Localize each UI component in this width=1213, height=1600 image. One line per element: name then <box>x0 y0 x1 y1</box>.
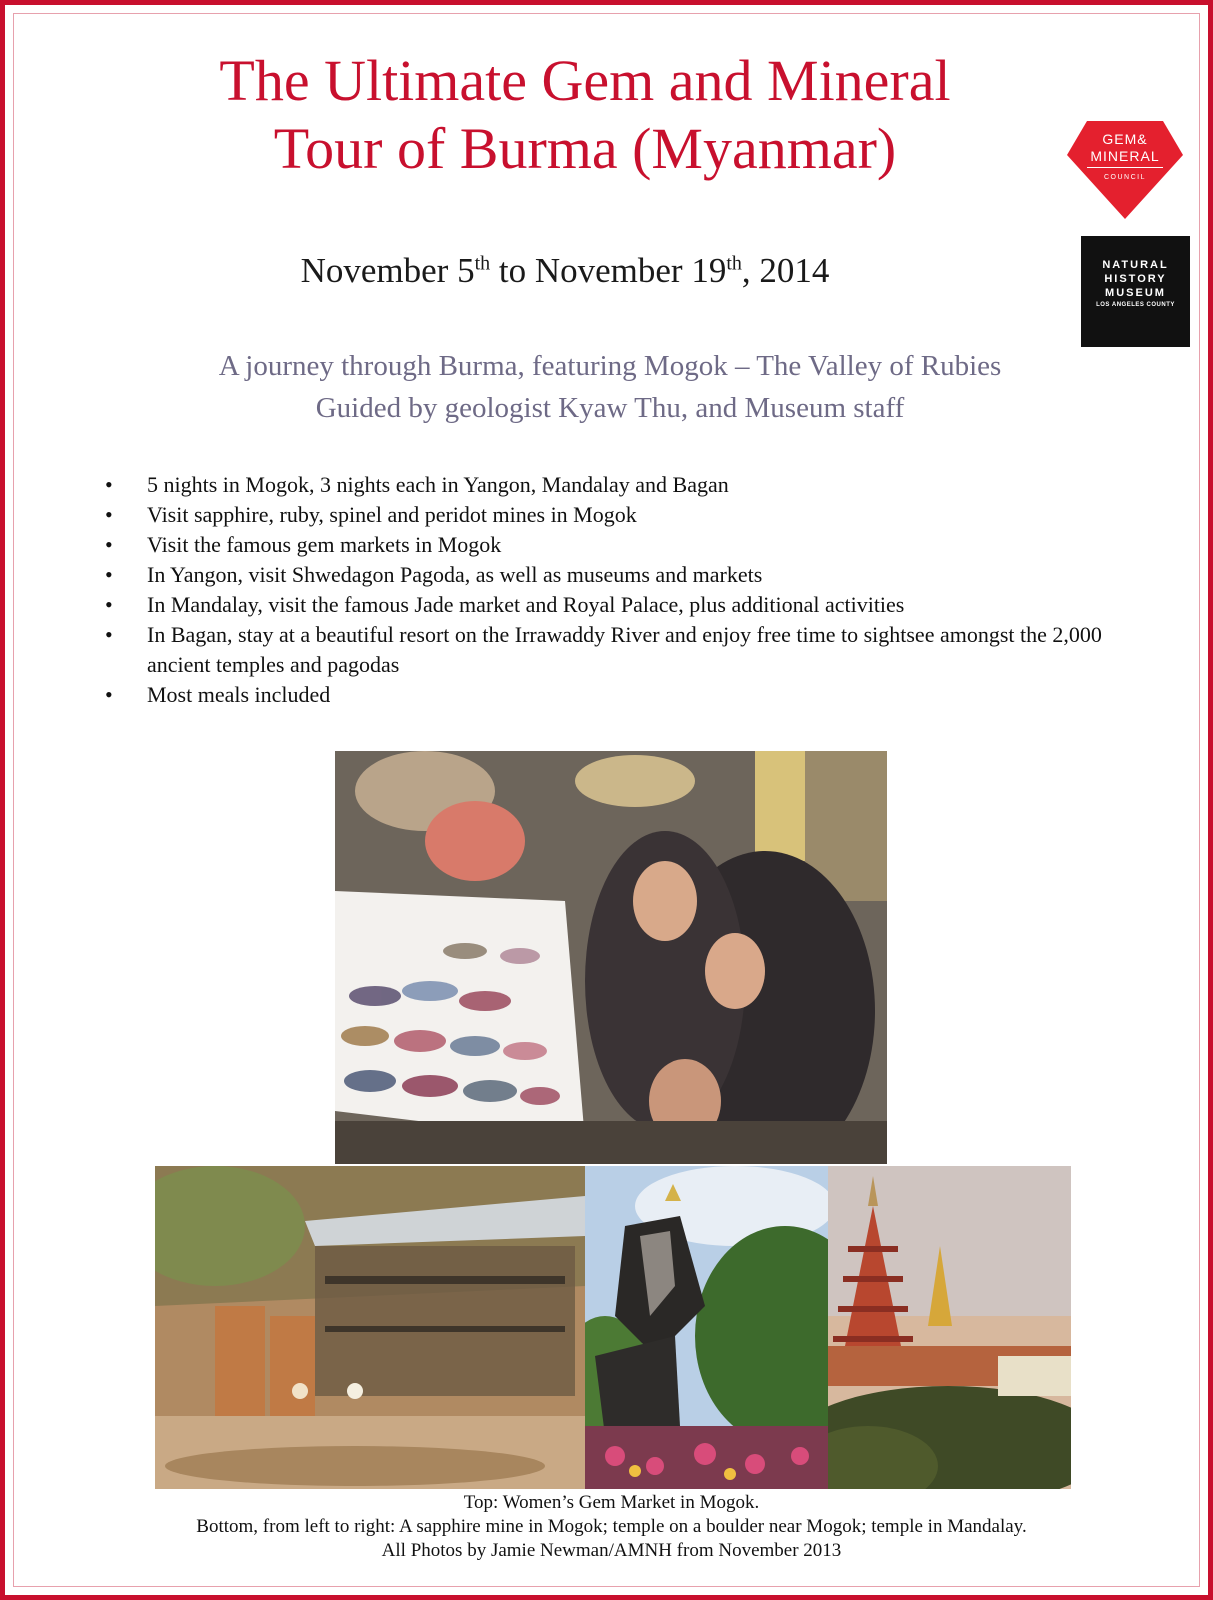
title-line-2: Tour of Burma (Myanmar) <box>273 116 897 181</box>
nhm-line-1: NATURAL <box>1102 259 1169 271</box>
caption-line-2: Bottom, from left to right: A sapphire mine in Mogok; temple on a boulder near Mogok; temple in Mandalay. <box>196 1516 1027 1537</box>
sapphire-mine-photo <box>155 1166 585 1489</box>
gem-market-photo <box>335 751 887 1164</box>
date-end: to November 19 <box>490 251 727 290</box>
mandalay-temple-photo <box>828 1166 1071 1489</box>
nhm-line-3: MUSEUM <box>1105 287 1166 299</box>
date-start-suffix: th <box>474 252 491 275</box>
tour-dates <box>65 251 1065 291</box>
title-line-1: The Ultimate Gem and Mineral <box>219 48 951 113</box>
list-item: • Most meals included <box>105 680 1165 710</box>
gem-logo-line-1: GEM& <box>1102 131 1148 147</box>
gem-mineral-council-logo <box>1065 117 1185 221</box>
subtitle-line-2: Guided by geologist Kyaw Thu, and Museum staff <box>315 392 905 424</box>
gem-logo-line-3: COUNCIL <box>1103 174 1146 181</box>
list-item: • In Yangon, visit Shwedagon Pagoda, as well as museums and markets <box>105 560 1165 590</box>
gem-logo-rule <box>1087 167 1163 168</box>
photo-caption <box>65 1491 1158 1563</box>
date-end-suffix: th <box>726 252 742 275</box>
nhm-line-4: LOS ANGELES COUNTY <box>1096 302 1175 308</box>
list-item: • 5 nights in Mogok, 3 nights each in Yangon, Mandalay and Bagan <box>105 470 1165 500</box>
tour-highlights-list <box>105 470 1165 710</box>
page-title <box>65 47 1105 183</box>
subtitle-line-1: A journey through Burma, featuring Mogok – The Valley of Rubies <box>218 350 1002 382</box>
gem-logo-line-2: MINERAL <box>1090 148 1160 164</box>
date-year: , 2014 <box>741 251 830 290</box>
caption-line-1: Top: Women’s Gem Market in Mogok. <box>463 1492 760 1513</box>
caption-line-3: All Photos by Jamie Newman/AMNH from November 2013 <box>381 1540 842 1561</box>
boulder-temple-photo <box>585 1166 828 1489</box>
list-item: • In Bagan, stay at a beautiful resort on the Irrawaddy River and enjoy free time to sightsee amongst the 2,000 ancient temples and pagodas <box>105 620 1165 680</box>
date-start: November 5 <box>300 251 475 290</box>
tour-subtitle <box>65 345 1155 429</box>
list-item: • Visit sapphire, ruby, spinel and peridot mines in Mogok <box>105 500 1165 530</box>
list-item: • In Mandalay, visit the famous Jade market and Royal Palace, plus additional activities <box>105 590 1165 620</box>
list-item: • Visit the famous gem markets in Mogok <box>105 530 1165 560</box>
natural-history-museum-logo <box>1081 236 1190 347</box>
nhm-line-2: HISTORY <box>1104 273 1167 285</box>
